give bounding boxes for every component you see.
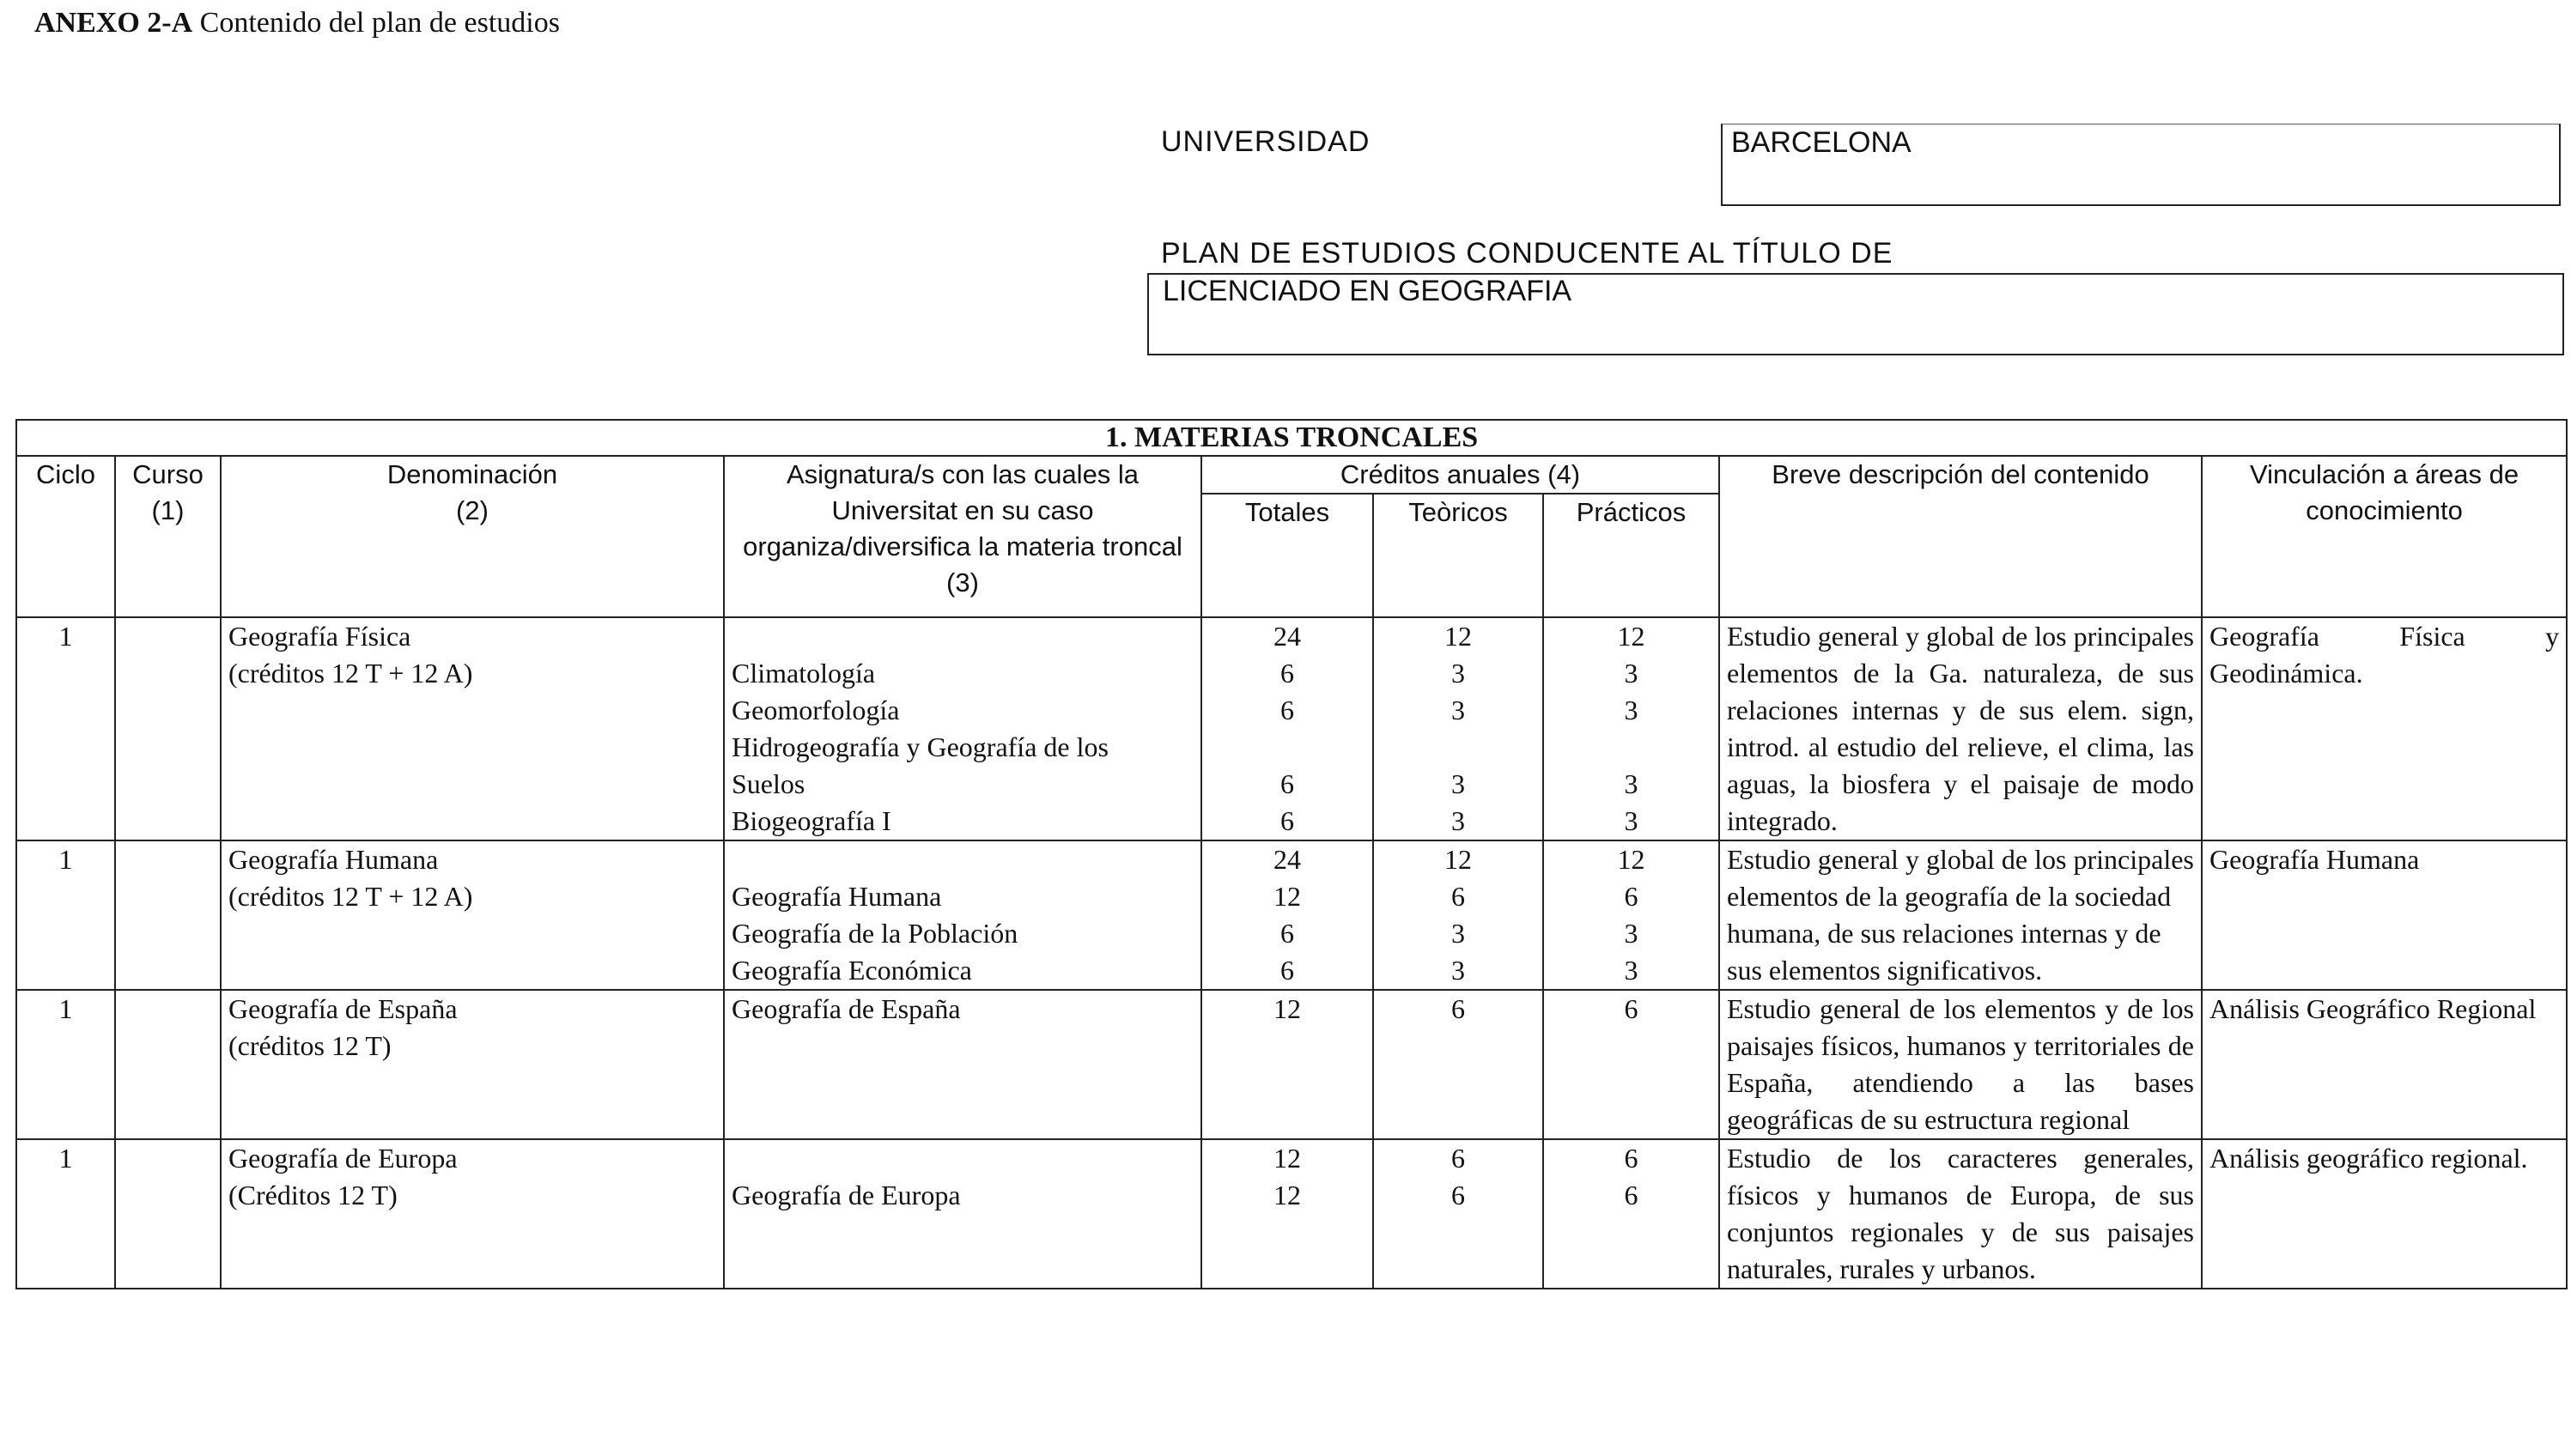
subject-name: Geografía de España — [732, 993, 961, 1024]
practicos-cell: 12 3 3 3 3 — [1543, 617, 1719, 840]
totales-cell: 24 12 6 6 — [1201, 840, 1373, 990]
denominacion-cell: Geografía de España (créditos 12 T) — [221, 990, 724, 1139]
annex-title: Contenido del plan de estudios — [199, 7, 560, 39]
subject-name: Geografía de Europa — [732, 1180, 961, 1210]
practicos-cell: 6 6 — [1543, 1139, 1719, 1289]
vinculacion-cell: Geografía Humana — [2202, 840, 2567, 990]
table-row — [16, 617, 2567, 840]
plan-label: PLAN DE ESTUDIOS CONDUCENTE AL TÍTULO DE — [1161, 237, 1893, 270]
vinculacion-cell: Geografía Física y Geodinámica. — [2202, 617, 2567, 840]
asignaturas-cell — [724, 840, 1201, 990]
descripcion-cell: Estudio general y global de los principales elementos de la geografía de la sociedad humana, de sus relaciones internas y de sus elementos significativos. — [1719, 840, 2202, 990]
denominacion-cell: Geografía Física (créditos 12 T + 12 A) — [221, 617, 724, 840]
curso-cell — [115, 1139, 221, 1289]
vinculacion-cell: Análisis Geográfico Regional — [2202, 990, 2567, 1139]
asignaturas-cell — [724, 990, 1201, 1139]
denominacion-cell: Geografía Humana (créditos 12 T + 12 A) — [221, 840, 724, 990]
practicos-cell: 6 — [1543, 990, 1719, 1139]
practicos-cell: 12 6 3 3 — [1543, 840, 1719, 990]
subject-name: Suelos — [732, 768, 805, 799]
col-totales: Totales — [1201, 494, 1373, 617]
descripcion-cell: Estudio de los caracteres generales, físicos y humanos de Europa, de sus conjuntos regionales y de sus paisajes naturales, rurales y urbanos. — [1719, 1139, 2202, 1289]
col-denominacion: Denominación (2) — [221, 456, 724, 617]
ciclo-cell: 1 — [16, 1139, 115, 1289]
header-row — [16, 456, 2567, 494]
col-practicos: Prácticos — [1543, 494, 1719, 617]
subject-name: Climatología — [732, 658, 876, 689]
table-row — [16, 1139, 2567, 1289]
col-vinculacion: Vinculación a áreas de conocimiento — [2202, 456, 2567, 617]
subject-name: Geomorfología — [732, 695, 900, 725]
totales-cell: 12 12 — [1201, 1139, 1373, 1289]
descripcion-cell: Estudio general y global de los principales elementos de la Ga. naturaleza, de sus relaciones internas y de sus elem. sign, introd. al estudio del relieve, el clima, las aguas, la biosfera y el paisaje de modo integrado. — [1719, 617, 2202, 840]
col-teoricos: Teòricos — [1373, 494, 1543, 617]
vinculacion-cell: Análisis geográfico regional. — [2202, 1139, 2567, 1289]
descripcion-cell: Estudio general de los elementos y de los paisajes físicos, humanos y territoriales de España, atendiendo a las bases geográficas de su estructura regional — [1719, 990, 2202, 1139]
teoricos-cell: 6 6 — [1373, 1139, 1543, 1289]
teoricos-cell: 12 3 3 3 3 — [1373, 617, 1543, 840]
asignaturas-cell — [724, 617, 1201, 840]
ciclo-cell: 1 — [16, 840, 115, 990]
col-descripcion: Breve descripción del contenido — [1719, 456, 2202, 617]
materias-troncales-table — [15, 419, 2568, 1289]
col-asignatura: Asignatura/s con las cuales la Universitat en su caso organiza/diversifica la materia troncal (3) — [724, 456, 1201, 617]
denominacion-cell: Geografía de Europa (Créditos 12 T) — [221, 1139, 724, 1289]
university-field: BARCELONA — [1721, 124, 2561, 206]
asignaturas-cell — [724, 1139, 1201, 1289]
col-ciclo: Ciclo — [16, 456, 115, 617]
table-row — [16, 840, 2567, 990]
col-creditos: Créditos anuales (4) — [1201, 456, 1719, 494]
subject-name: Biogeografía I — [732, 805, 891, 836]
subject-name: Geografía Económica — [732, 955, 972, 986]
university-label: UNIVERSIDAD — [1161, 125, 1371, 158]
teoricos-cell: 12 6 3 3 — [1373, 840, 1543, 990]
annex-heading — [34, 7, 560, 39]
ciclo-cell: 1 — [16, 990, 115, 1139]
curso-cell — [115, 990, 221, 1139]
curso-cell — [115, 840, 221, 990]
totales-cell: 12 — [1201, 990, 1373, 1139]
subject-name: Hidrogeografía y Geografía de los — [732, 731, 1109, 762]
subject-name: Geografía Humana — [732, 881, 942, 912]
totales-cell: 24 6 6 6 6 — [1201, 617, 1373, 840]
table-title: 1. MATERIAS TRONCALES — [16, 420, 2567, 456]
table-row — [16, 990, 2567, 1139]
ciclo-cell: 1 — [16, 617, 115, 840]
annex-code: ANEXO 2-A — [34, 7, 193, 39]
curso-cell — [115, 617, 221, 840]
col-curso: Curso (1) — [115, 456, 221, 617]
teoricos-cell: 6 — [1373, 990, 1543, 1139]
subject-name: Geografía de la Población — [732, 918, 1018, 949]
degree-field: LICENCIADO EN GEOGRAFIA — [1147, 273, 2564, 355]
